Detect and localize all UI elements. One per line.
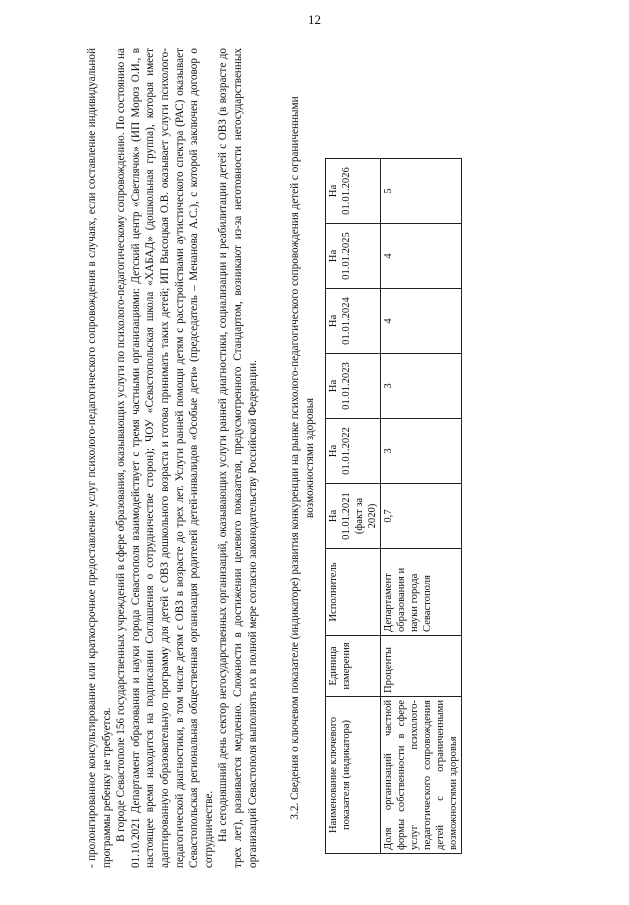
header-year-2023: На 01.01.2023 (326, 354, 381, 419)
cell-value-2022: 3 (381, 419, 462, 484)
header-year-2021: На 01.01.2021 (факт за 2020) (326, 484, 381, 549)
header-unit: Единица измерения (326, 636, 381, 697)
paragraph-sevastopol-institutions: В городе Севастополе 156 государственных учреждений в сфере образования, оказывающих услуги по психолого-педагогическому сопровождению. По состоянию на 01.10.2021 Департамент образования и науки города Севастополя взаимодействует с тремя частными организациями: Детский центр «Светлячок» (ИП Мороз О.И., в настоящее время находится на подписании Соглашения о сотрудничестве сторон); ЧОУ «Севастопольская школа «ХАБАД» (дошкольная группа), которая имеет адаптированную образовательную программу для детей с ОВЗ дошкольного возраста и готова принимать таких детей; ИП Высоцкая О.В. оказывает услуги психолого-педагогической диагностики, в том числе детям с ОВЗ в возрасте до трех лет. Услуги ранней помощи детям с расстройствами аутистического спектра (РАС) оказывает Севастопольская региональная общественная организация родителей детей-инвалидов «Особые дети» (председатель – Менанова А.С.), с которой заключен договор о сотрудничестве. (115, 48, 215, 868)
cell-executor: Департамент образования и науки города Севастополя (381, 549, 462, 636)
header-year-2026: На 01.01.2026 (326, 159, 381, 224)
cell-value-2023: 3 (381, 354, 462, 419)
cell-indicator-name: Доля организаций частной формы собственности в сфере услуг психолого-педагогического сопровождения детей с ограниченными возможностями здоровья (381, 697, 462, 854)
header-year-2025: На 01.01.2025 (326, 224, 381, 289)
kpi-table (325, 158, 462, 854)
header-year-2024: На 01.01.2024 (326, 289, 381, 354)
rotated-page-content (85, 48, 545, 868)
header-year-2022: На 01.01.2022 (326, 419, 381, 484)
section-heading: 3.2. Сведения о ключевом показателе (индикаторе) развития конкуренции на рынке психолого-педагогического сопровождения детей с ограниченными возможностями здоровья (289, 96, 316, 820)
paragraph-sector-status: На сегодняшний день сектор негосударственных организаций, оказывающих услуги ранней диагностики, социализации и реабилитации детей с ОВЗ (в возрасте до трех лет), развивается медленно. Сложности в достижении целевого показателя, предусмотренного Стандартом, возникают из-за неготовности негосударственных организаций Севастополя выполнять их в полной мере согласно законодательству Российской Федерации. (217, 48, 259, 868)
paragraph-consulting: - пролонгированное консультирование или краткосрочное предоставление услуг психолого-педагогического сопровождения в случаях, если составление индивидуальной программы ребенку не требуется. (86, 48, 113, 868)
cell-unit: Проценты (381, 636, 462, 697)
cell-value-2024: 4 (381, 289, 462, 354)
page-number: 12 (308, 12, 321, 27)
header-executor: Исполнитель (326, 549, 381, 636)
header-indicator-name: Наименование ключевого показателя (индикатора) (326, 697, 381, 854)
table-row (381, 159, 462, 854)
kpi-table-header-row (326, 159, 381, 854)
cell-value-2021: 0,7 (381, 484, 462, 549)
cell-value-2025: 4 (381, 224, 462, 289)
cell-value-2026: 5 (381, 159, 462, 224)
